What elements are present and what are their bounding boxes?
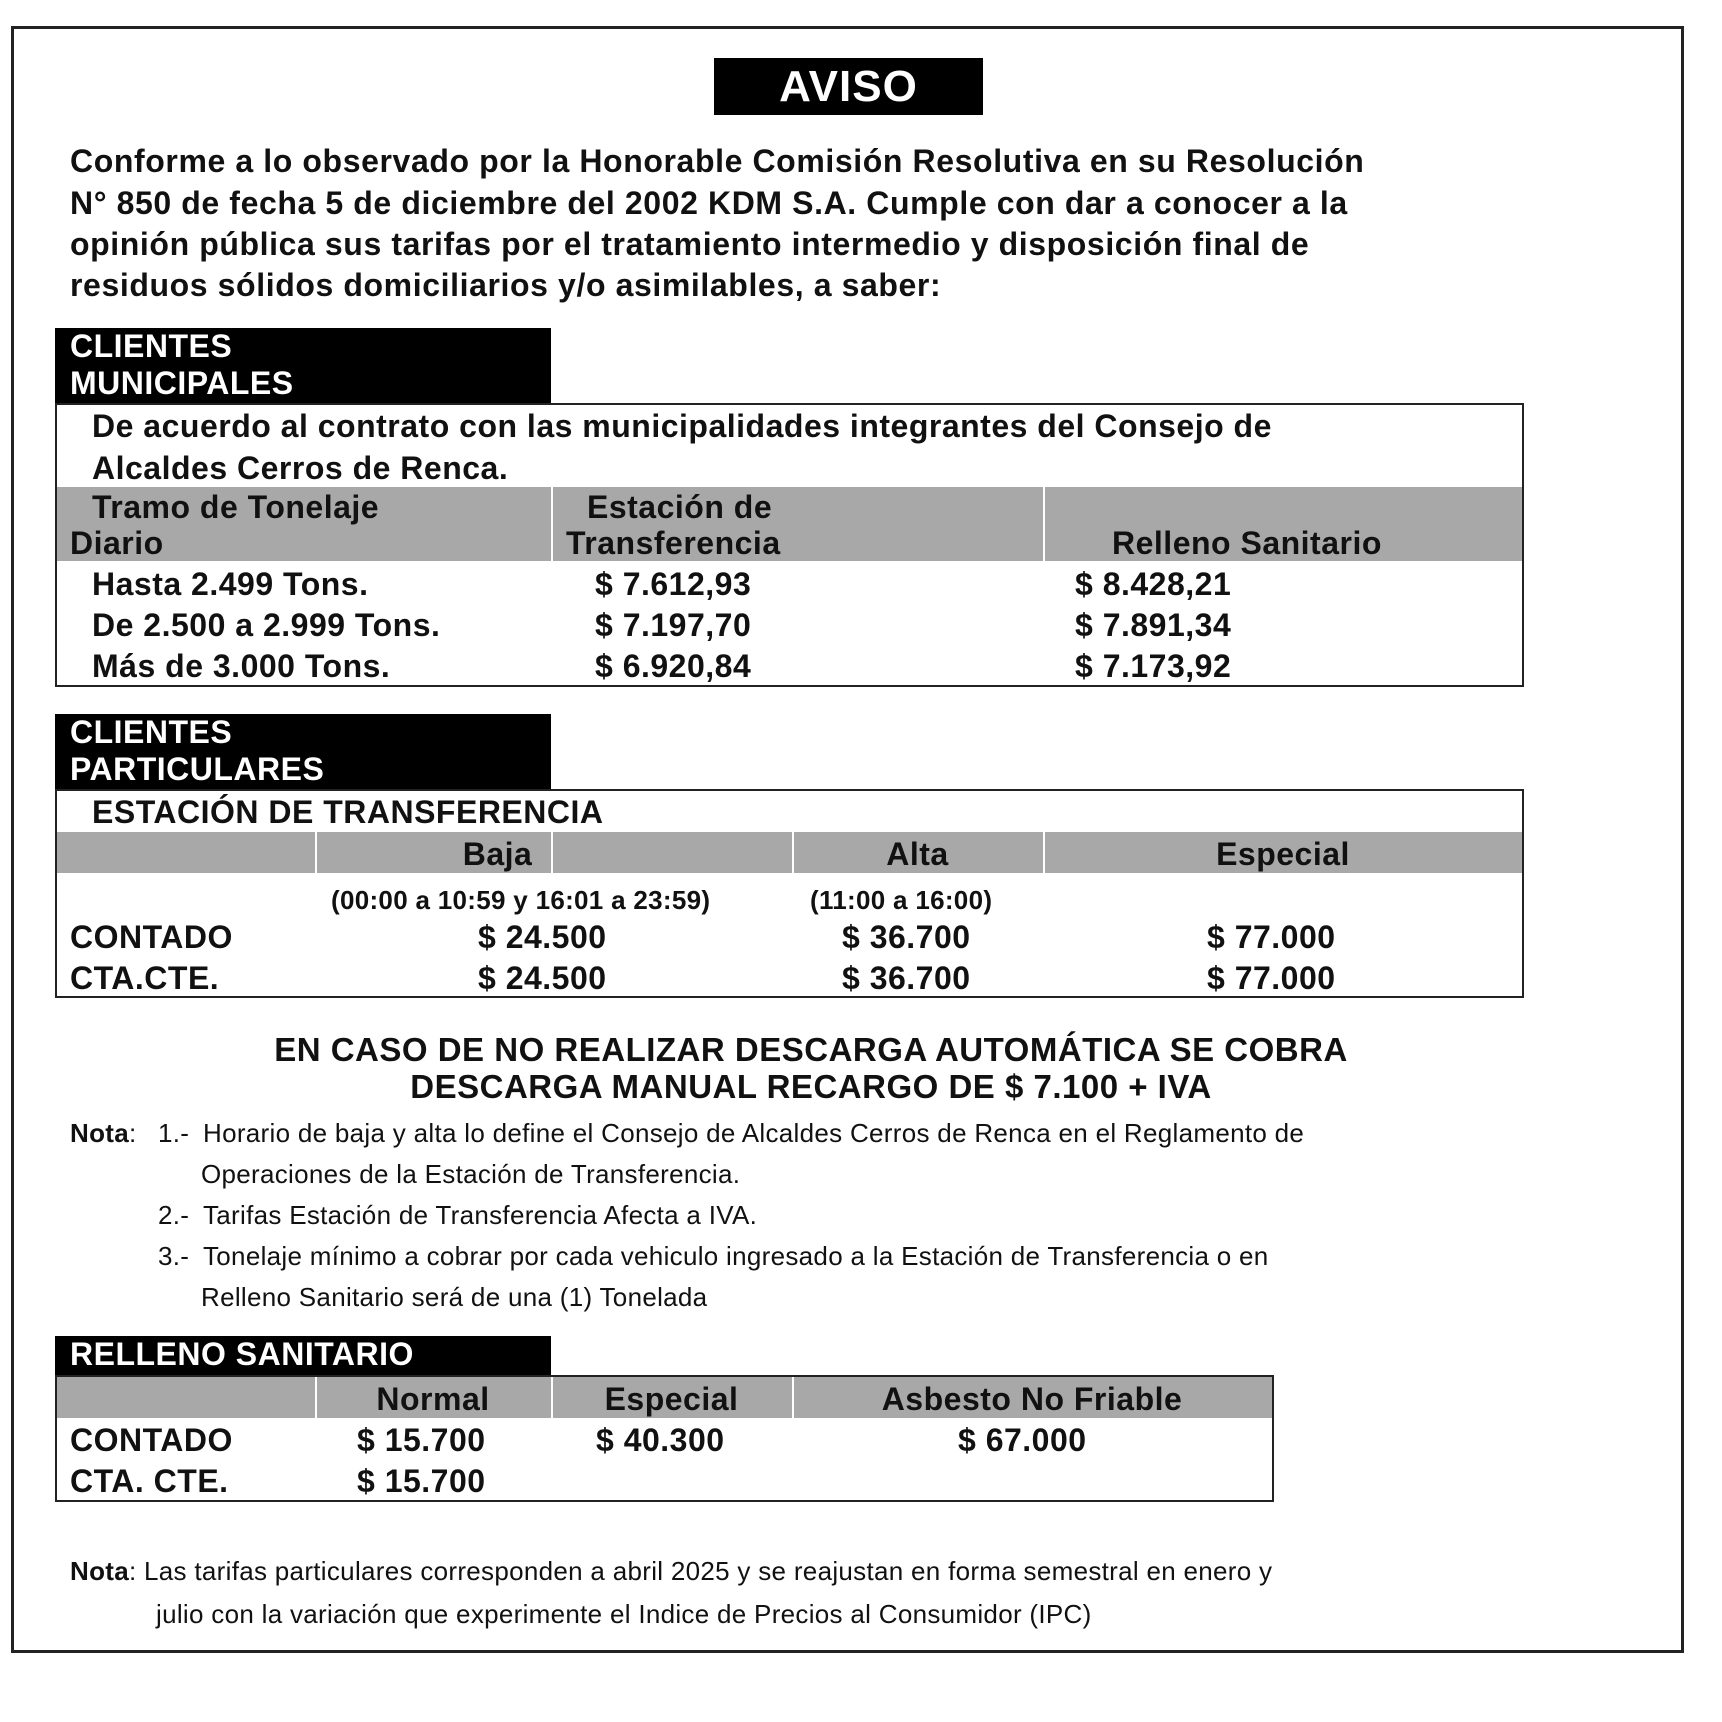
municipales-desc-line2: Alcaldes Cerros de Renca. (92, 450, 509, 486)
row-estacion-2: $ 7.197,70 (595, 607, 752, 643)
notes1-label (70, 1118, 137, 1149)
header-divider (551, 487, 553, 561)
row-tramo-3: Más de 3.000 Tons. (92, 648, 391, 684)
particulares-tab (55, 714, 551, 789)
row-estacion-1: $ 7.612,93 (595, 566, 752, 602)
header-estacion-line1: Estación de (587, 489, 773, 525)
particulares-tab-line1: CLIENTES (70, 714, 233, 750)
relleno-row-normal-2: $ 15.700 (357, 1463, 486, 1499)
relleno-tab: RELLENO SANITARIO (55, 1336, 551, 1375)
note-3-number: 3.- (158, 1241, 190, 1271)
part-row-especial-1: $ 77.000 (1207, 919, 1336, 955)
header-asbesto: Asbesto No Friable (881, 1381, 1183, 1417)
header-relleno: Relleno Sanitario (1112, 525, 1382, 561)
notice-title: AVISO (714, 58, 983, 115)
intro-line-4: residuos sólidos domiciliarios y/o asimilables, a saber: (70, 267, 942, 303)
municipales-tab-line2: MUNICIPALES (70, 365, 294, 401)
municipales-tab-line1: CLIENTES (70, 328, 233, 364)
relleno-row-label-2: CTA. CTE. (70, 1463, 229, 1499)
note-1-number: 1.- (158, 1118, 190, 1148)
notes2-line1 (70, 1556, 1272, 1587)
part-row-especial-2: $ 77.000 (1207, 960, 1336, 996)
header-alta: Alta (886, 836, 949, 872)
intro-line-3: opinión pública sus tarifas por el tratamiento intermedio y disposición final de (70, 226, 1310, 262)
header-divider (1043, 487, 1045, 561)
note-2-text: Tarifas Estación de Transferencia Afecta a IVA. (203, 1200, 758, 1230)
row-estacion-3: $ 6.920,84 (595, 648, 752, 684)
part-row-label-1: CONTADO (70, 919, 233, 955)
header-estacion-line2: Transferencia (566, 525, 781, 561)
relleno-row-label-1: CONTADO (70, 1422, 233, 1458)
warning-line1: EN CASO DE NO REALIZAR DESCARGA AUTOMÁTICA SE COBRA (274, 1031, 1348, 1068)
relleno-row-especial-1: $ 40.300 (596, 1422, 725, 1458)
part-row-baja-2: $ 24.500 (478, 960, 607, 996)
note-2-number: 2.- (158, 1200, 190, 1230)
row-tramo-1: Hasta 2.499 Tons. (92, 566, 369, 602)
note-1-line2: Operaciones de la Estación de Transferencia. (201, 1159, 741, 1189)
notes2-label: Nota (70, 1556, 129, 1586)
municipales-desc-line1: De acuerdo al contrato con las municipalidades integrantes del Consejo de (92, 408, 1272, 444)
hours-alta: (11:00 a 16:00) (810, 885, 993, 915)
municipales-tab (55, 328, 551, 403)
header-tramo-line1: Tramo de Tonelaje (92, 489, 380, 525)
header-normal: Normal (376, 1381, 490, 1417)
part-row-alta-1: $ 36.700 (842, 919, 971, 955)
warning-line2: DESCARGA MANUAL RECARGO DE $ 7.100 + IVA (410, 1068, 1212, 1105)
header-tramo-line2: Diario (70, 525, 164, 561)
row-relleno-3: $ 7.173,92 (1075, 648, 1232, 684)
particulares-subtitle: ESTACIÓN DE TRANSFERENCIA (92, 794, 604, 830)
relleno-row-normal-1: $ 15.700 (357, 1422, 486, 1458)
relleno-row-asbesto-1: $ 67.000 (958, 1422, 1087, 1458)
header-especial-relleno: Especial (604, 1381, 739, 1417)
intro-line-1: Conforme a lo observado por la Honorable Comisión Resolutiva en su Resolución (70, 143, 1365, 179)
intro-line-2: N° 850 de fecha 5 de diciembre del 2002 KDM S.A. Cumple con dar a conocer a la (70, 185, 1348, 221)
part-row-label-2: CTA.CTE. (70, 960, 220, 996)
part-row-alta-2: $ 36.700 (842, 960, 971, 996)
row-relleno-2: $ 7.891,34 (1075, 607, 1232, 643)
note-3-line2: Relleno Sanitario será de una (1) Tonelada (201, 1282, 708, 1312)
header-baja: Baja (462, 836, 533, 872)
header-especial: Especial (1216, 836, 1350, 872)
note-1-line1: Horario de baja y alta lo define el Consejo de Alcaldes Cerros de Renca en el Reglamento de (203, 1118, 1305, 1148)
particulares-tab-line2: PARTICULARES (70, 751, 325, 787)
notes2-line1-text: : Las tarifas particulares corresponden a abril 2025 y se reajustan en forma semestral en enero y (128, 1556, 1273, 1586)
row-tramo-2: De 2.500 a 2.999 Tons. (92, 607, 441, 643)
row-relleno-1: $ 8.428,21 (1075, 566, 1232, 602)
part-row-baja-1: $ 24.500 (478, 919, 607, 955)
notes1-colon: : (128, 1118, 137, 1148)
hours-baja: (00:00 a 10:59 y 16:01 a 23:59) (331, 885, 711, 915)
notes2-line2: julio con la variación que experimente el Indice de Precios al Consumidor (IPC) (156, 1599, 1092, 1629)
note-3-line1: Tonelaje mínimo a cobrar por cada vehiculo ingresado a la Estación de Transferencia o en (203, 1241, 1269, 1271)
notes1-label-text: Nota (70, 1118, 129, 1148)
